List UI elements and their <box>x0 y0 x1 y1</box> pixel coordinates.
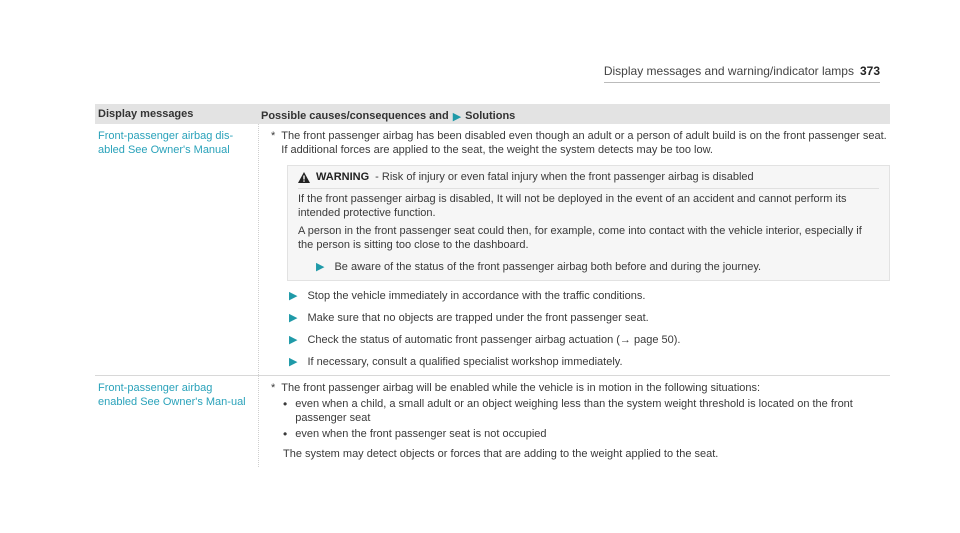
display-message: Front-passenger airbag dis-abled See Owner's Manual <box>98 130 234 156</box>
star-marker: * <box>271 130 276 142</box>
list-item-text: even when the front passenger seat is not occupied <box>295 428 547 440</box>
warning-title: - Risk of injury or even fatal injury when the front passenger airbag is disabled <box>375 171 754 183</box>
cause-cell <box>258 124 890 375</box>
cause-text <box>271 129 890 157</box>
warning-paragraph: If the front passenger airbag is disabled, It will not be deployed in the event of an accident and cannot perform its intended protective function. <box>298 193 847 219</box>
page-header <box>604 64 880 78</box>
table-header <box>95 104 890 124</box>
step-arrow-icon: ▶ <box>289 356 298 368</box>
solution-step <box>271 289 890 303</box>
solution-step-text: Check the status of automatic front passenger airbag actuation (→ page 50). <box>307 334 681 346</box>
table-row <box>95 376 890 467</box>
display-message: Front-passenger airbag enabled See Owner's Man-ual <box>98 382 246 408</box>
star-marker: * <box>271 382 276 394</box>
cause-cell <box>258 376 890 467</box>
warning-triangle-icon <box>298 172 310 183</box>
warning-heading <box>298 170 879 189</box>
messages-table <box>95 104 890 467</box>
solution-step <box>271 333 890 347</box>
step-arrow-icon: ▶ <box>316 261 325 273</box>
table-row <box>95 124 890 376</box>
page-number: 373 <box>859 64 880 78</box>
warning-step-text: Be aware of the status of the front passenger airbag both before and during the journey. <box>334 261 762 273</box>
cause-description: The front passenger airbag has been disabled even though an adult or a person of adult build is on the front passenger seat. If additional forces are applied to the seat, the weight the system detects may be too low. <box>281 130 887 156</box>
solution-arrow-icon: ▶ <box>452 110 462 123</box>
cause-text <box>271 381 890 395</box>
col-header-causes <box>258 104 890 124</box>
list-item-text: even when a child, a small adult or an object weighing less than the system weight threshold is located on the front passenger seat <box>295 398 853 424</box>
list-item <box>271 427 890 441</box>
warning-label: WARNING <box>316 171 370 183</box>
header-title: Display messages and warning/indicator lamps <box>603 64 854 78</box>
solution-step <box>271 311 890 325</box>
col-header-solutions-label: Solutions <box>465 110 516 122</box>
col-header-messages: Display messages <box>98 108 194 120</box>
solution-step-text: Make sure that no objects are trapped under the front passenger seat. <box>307 312 649 324</box>
header-rule <box>604 82 880 83</box>
solution-step-text: Stop the vehicle immediately in accordance with the traffic conditions. <box>307 290 646 302</box>
cause-description: The front passenger airbag will be enabled while the vehicle is in motion in the following situations: <box>281 382 761 394</box>
solution-step <box>271 355 890 369</box>
warning-paragraph: A person in the front passenger seat could then, for example, come into contact with the vehicle interior, especially if the person is sitting too close to the dashboard. <box>298 225 862 251</box>
bullet-dot-icon: • <box>283 397 288 411</box>
warning-box <box>287 165 890 281</box>
step-arrow-icon: ▶ <box>289 312 298 324</box>
warning-step <box>298 260 879 274</box>
col-header-causes-label: Possible causes/consequences and <box>261 110 449 122</box>
cause-note: The system may detect objects or forces that are adding to the weight applied to the seat. <box>283 448 719 460</box>
bullet-dot-icon: • <box>283 427 288 441</box>
step-arrow-icon: ▶ <box>289 290 298 302</box>
step-arrow-icon: ▶ <box>289 334 298 346</box>
solution-step-text: If necessary, consult a qualified specialist workshop immediately. <box>307 356 623 368</box>
list-item <box>271 397 890 425</box>
